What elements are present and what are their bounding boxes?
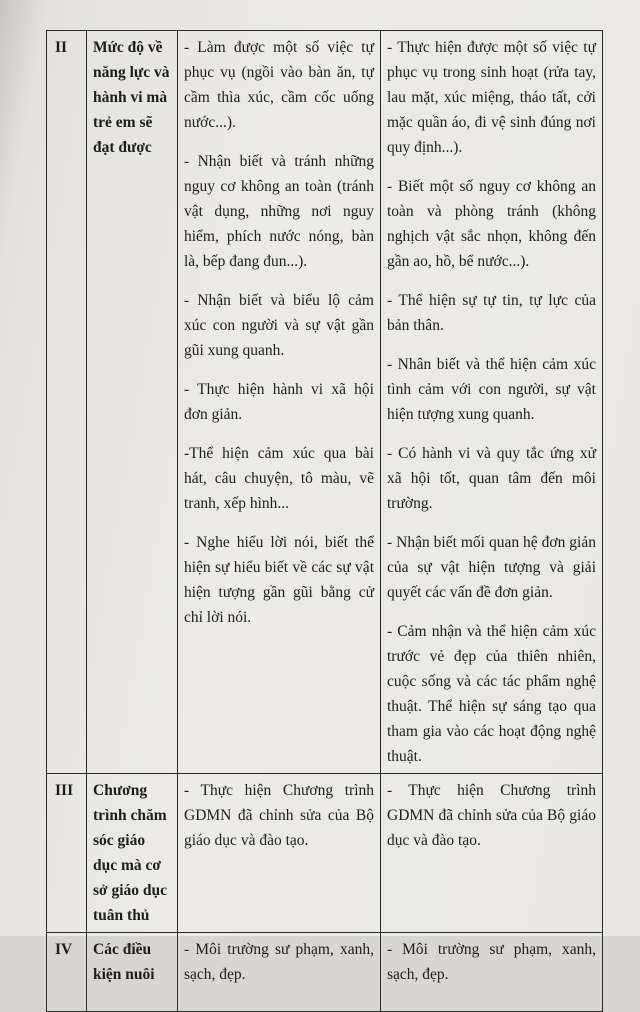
column-b-cell [381, 31, 603, 774]
paragraph: - Môi trường sư phạm, xanh, sạch, đẹp. [387, 941, 596, 983]
criterion-cell: Các điều kiện nuôi [87, 933, 178, 1012]
paragraph: - Nhân biết và thể hiện cảm xúc tình cảm với con người, sự vật hiện tượng xung quanh. [387, 356, 596, 423]
paragraph: - Nhận biết mối quan hệ đơn giản của sự vật hiện tượng và giải quyết các vấn đề đơn giản. [387, 534, 596, 601]
paragraph: - Thể hiện sự tự tin, tự lực của bản thân. [387, 292, 596, 334]
criterion-cell: Chương trình chăm sóc giáo dục mà cơ sở giáo dục tuân thủ [87, 774, 178, 933]
column-a-cell [178, 31, 381, 774]
paragraph: - Nhận biết và tránh những nguy cơ không an toàn (tránh vật dụng, những nơi nguy hiểm, phích nước nóng, bàn là, bếp đang đun...). [184, 153, 374, 270]
paragraph: - Thực hiện được một số việc tự phục vụ trong sinh hoạt (rửa tay, lau mặt, xúc miệng, tháo tất, cởi mặc quần áo, đi vệ sinh đúng nơi quy định...). [387, 39, 596, 156]
column-b-cell [381, 774, 603, 933]
paragraph: -Thể hiện cảm xúc qua bài hát, câu chuyện, tô màu, vẽ tranh, xếp hình... [184, 445, 374, 512]
paragraph: - Thực hiện Chương trình GDMN đã chỉnh sửa của Bộ giáo dục và đào tạo. [387, 782, 596, 849]
paragraph: - Cảm nhận và thể hiện cảm xúc trước vẻ đẹp của thiên nhiên, cuộc sống và các tác phẩm nghệ thuật. Thể hiện sự sáng tạo qua tham gia vào các hoạt động nghệ thuật. [387, 623, 596, 765]
paragraph: - Nhận biết và biểu lộ cảm xúc con người và sự vật gần gũi xung quanh. [184, 292, 374, 359]
column-a-cell [178, 933, 381, 1012]
paragraph: - Môi trường sư phạm, xanh, sạch, đẹp. [184, 941, 374, 983]
table-row [47, 933, 603, 1012]
criteria-table [46, 30, 603, 1012]
criterion-cell: Mức độ về năng lực và hành vi mà trẻ em sẽ đạt được [87, 31, 178, 774]
paragraph: - Có hành vi và quy tắc ứng xử xã hội tốt, quan tâm đến môi trường. [387, 445, 596, 512]
row-number: II [47, 31, 87, 774]
paragraph: - Thực hiện hành vi xã hội đơn giản. [184, 381, 374, 423]
paragraph: - Biết một số nguy cơ không an toàn và phòng tránh (không nghịch vật sắc nhọn, không đến gần ao, hồ, bể nước...). [387, 178, 596, 270]
table-row [47, 774, 603, 933]
paragraph: - Làm được một số việc tự phục vụ (ngồi vào bàn ăn, tự cầm thìa xúc, cầm cốc uống nước...). [184, 39, 374, 131]
paragraph: - Thực hiện Chương trình GDMN đã chỉnh sửa của Bộ giáo dục và đào tạo. [184, 782, 374, 849]
row-number: IV [47, 933, 87, 1012]
row-number: III [47, 774, 87, 933]
column-a-cell [178, 774, 381, 933]
paragraph: - Nghe hiểu lời nói, biết thể hiện sự hiểu biết về các sự vật hiện tượng gần gũi bằng cử chỉ lời nói. [184, 534, 374, 626]
table-row [47, 31, 603, 774]
column-b-cell [381, 933, 603, 1012]
